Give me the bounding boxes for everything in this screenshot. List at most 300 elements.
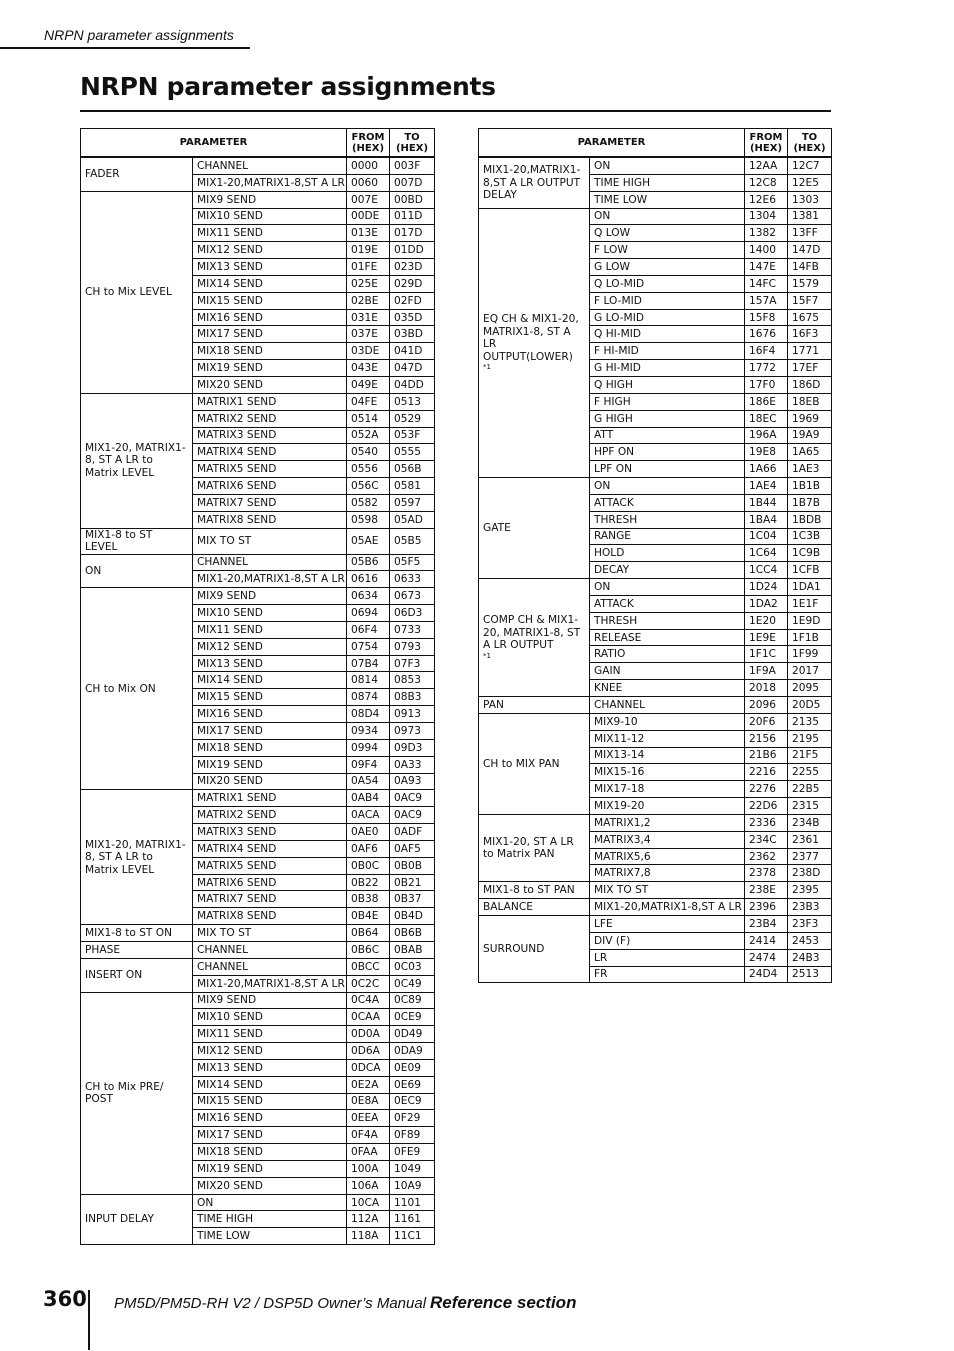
from-hex-cell: 1E9E bbox=[745, 629, 788, 646]
to-hex-cell: 047D bbox=[390, 360, 435, 377]
parameter-cell: MIX18 SEND bbox=[193, 739, 347, 756]
to-hex-cell: 0529 bbox=[390, 410, 435, 427]
from-hex-cell: 02BE bbox=[347, 292, 390, 309]
table-row bbox=[81, 790, 435, 807]
from-hex-cell: 15F8 bbox=[745, 309, 788, 326]
to-hex-cell: 1F1B bbox=[788, 629, 832, 646]
table-row bbox=[479, 478, 832, 495]
parameter-cell: CHANNEL bbox=[193, 941, 347, 958]
parameter-cell: MIX11 SEND bbox=[193, 225, 347, 242]
from-hex-cell: 2156 bbox=[745, 730, 788, 747]
table-row bbox=[81, 191, 435, 208]
parameter-cell: LFE bbox=[590, 915, 745, 932]
from-hex-cell: 1382 bbox=[745, 225, 788, 242]
from-hex-cell: 0AF6 bbox=[347, 840, 390, 857]
group-label bbox=[81, 992, 193, 1194]
to-hex-cell: 1C3B bbox=[788, 528, 832, 545]
group-label bbox=[81, 528, 193, 554]
parameter-cell: MATRIX7 SEND bbox=[193, 494, 347, 511]
title-rule bbox=[80, 110, 831, 112]
parameter-cell: MATRIX5 SEND bbox=[193, 461, 347, 478]
parameter-cell: MATRIX4 SEND bbox=[193, 840, 347, 857]
parameter-cell: MATRIX1 SEND bbox=[193, 790, 347, 807]
parameter-cell: MATRIX7 SEND bbox=[193, 891, 347, 908]
to-hex-cell: 1F99 bbox=[788, 646, 832, 663]
from-hex-cell: 0874 bbox=[347, 689, 390, 706]
parameter-cell: LPF ON bbox=[590, 461, 745, 478]
from-hex-cell: 03DE bbox=[347, 343, 390, 360]
to-hex-cell: 0673 bbox=[390, 588, 435, 605]
from-hex-cell: 0C4A bbox=[347, 992, 390, 1009]
parameter-cell: RATIO bbox=[590, 646, 745, 663]
to-hex-cell: 0513 bbox=[390, 393, 435, 410]
parameter-cell: MIX13 SEND bbox=[193, 1059, 347, 1076]
to-hex-cell: 12C7 bbox=[788, 157, 832, 174]
group-label bbox=[479, 208, 590, 478]
to-hex-cell: 2095 bbox=[788, 680, 832, 697]
from-hex-cell: 23B4 bbox=[745, 915, 788, 932]
to-hex-cell: 056B bbox=[390, 461, 435, 478]
to-hex-cell: 1381 bbox=[788, 208, 832, 225]
from-hex-cell: 1772 bbox=[745, 360, 788, 377]
parameter-cell: MIX12 SEND bbox=[193, 242, 347, 259]
parameter-cell: MATRIX3 SEND bbox=[193, 824, 347, 841]
footer-divider bbox=[88, 1290, 90, 1350]
parameter-cell: Q HIGH bbox=[590, 376, 745, 393]
table-row bbox=[81, 1194, 435, 1211]
to-hex-cell: 0EC9 bbox=[390, 1093, 435, 1110]
from-hex-cell: 157A bbox=[745, 292, 788, 309]
group-label bbox=[81, 925, 193, 942]
parameter-cell: MIX17-18 bbox=[590, 781, 745, 798]
group-label-text: CH to Mix ON bbox=[85, 682, 156, 695]
parameter-cell: MIX18 SEND bbox=[193, 343, 347, 360]
to-hex-cell: 19A9 bbox=[788, 427, 832, 444]
group-label-text: MIX1-20,MATRIX1-8,ST A LR OUTPUT DELAY bbox=[483, 164, 581, 202]
parameter-cell: CHANNEL bbox=[193, 554, 347, 571]
from-hex-cell: 052A bbox=[347, 427, 390, 444]
from-hex-cell: 0556 bbox=[347, 461, 390, 478]
to-hex-cell: 24B3 bbox=[788, 949, 832, 966]
footer-section-name: Reference section bbox=[430, 1293, 577, 1312]
to-hex-cell: 238D bbox=[788, 865, 832, 882]
parameter-cell: KNEE bbox=[590, 680, 745, 697]
to-hex-cell: 0581 bbox=[390, 478, 435, 495]
parameter-cell: MIX13 SEND bbox=[193, 259, 347, 276]
from-hex-cell: 12AA bbox=[745, 157, 788, 174]
parameter-cell: MIX19-20 bbox=[590, 798, 745, 815]
from-hex-cell: 0DCA bbox=[347, 1059, 390, 1076]
parameter-cell: MATRIX1 SEND bbox=[193, 393, 347, 410]
to-hex-cell: 0B4D bbox=[390, 908, 435, 925]
from-hex-cell: 0ACA bbox=[347, 807, 390, 824]
to-hex-cell: 1E9D bbox=[788, 612, 832, 629]
to-hex-cell: 1E1F bbox=[788, 595, 832, 612]
parameter-cell: F LO-MID bbox=[590, 292, 745, 309]
from-hex-cell: 1C64 bbox=[745, 545, 788, 562]
from-hex-cell: 234C bbox=[745, 831, 788, 848]
from-hex-cell: 2096 bbox=[745, 697, 788, 714]
parameter-cell: MIX20 SEND bbox=[193, 1177, 347, 1194]
from-hex-cell: 0FAA bbox=[347, 1144, 390, 1161]
parameter-cell: MIX16 SEND bbox=[193, 1110, 347, 1127]
to-hex-cell: 003F bbox=[390, 157, 435, 174]
to-hex-cell: 18EB bbox=[788, 393, 832, 410]
to-hex-cell: 0F29 bbox=[390, 1110, 435, 1127]
to-hex-cell: 0FE9 bbox=[390, 1144, 435, 1161]
to-hex-cell: 147D bbox=[788, 242, 832, 259]
parameter-cell: MATRIX8 SEND bbox=[193, 511, 347, 528]
table-row bbox=[81, 992, 435, 1009]
to-hex-cell: 00BD bbox=[390, 191, 435, 208]
parameter-cell: Q HI-MID bbox=[590, 326, 745, 343]
from-hex-cell: 031E bbox=[347, 309, 390, 326]
to-hex-cell: 2361 bbox=[788, 831, 832, 848]
from-hex-cell: 0000 bbox=[347, 157, 390, 174]
from-hex-cell: 0B6C bbox=[347, 941, 390, 958]
parameter-cell: MIX9 SEND bbox=[193, 588, 347, 605]
group-label-text: CH to Mix LEVEL bbox=[85, 286, 172, 298]
parameter-cell: MIX9-10 bbox=[590, 713, 745, 730]
from-hex-cell: 09F4 bbox=[347, 756, 390, 773]
to-hex-cell: 011D bbox=[390, 208, 435, 225]
from-hex-cell: 06F4 bbox=[347, 621, 390, 638]
parameter-cell: F HIGH bbox=[590, 393, 745, 410]
from-hex-cell: 18EC bbox=[745, 410, 788, 427]
from-hex-cell: 0AB4 bbox=[347, 790, 390, 807]
table-row bbox=[479, 579, 832, 596]
from-hex-cell: 1F9A bbox=[745, 663, 788, 680]
to-hex-cell: 1101 bbox=[390, 1194, 435, 1211]
parameter-cell: TIME HIGH bbox=[193, 1211, 347, 1228]
parameter-cell: CHANNEL bbox=[590, 697, 745, 714]
parameter-cell: MATRIX7,8 bbox=[590, 865, 745, 882]
from-hex-cell: 1D24 bbox=[745, 579, 788, 596]
parameter-cell: ON bbox=[590, 579, 745, 596]
to-hex-cell: 0DA9 bbox=[390, 1043, 435, 1060]
group-label bbox=[479, 157, 590, 208]
from-hex-cell: 0B0C bbox=[347, 857, 390, 874]
group-label bbox=[479, 713, 590, 814]
to-hex-cell: 2377 bbox=[788, 848, 832, 865]
parameter-cell: MIX12 SEND bbox=[193, 1043, 347, 1060]
group-label-text: INSERT ON bbox=[85, 968, 143, 981]
to-hex-cell: 0B0B bbox=[390, 857, 435, 874]
from-hex-cell: 2336 bbox=[745, 814, 788, 831]
parameter-cell: ON bbox=[193, 1194, 347, 1211]
from-hex-cell: 1CC4 bbox=[745, 562, 788, 579]
header-parameter: PARAMETER bbox=[479, 129, 745, 158]
parameter-cell: MIX1-20,MATRIX1-8,ST A LR bbox=[193, 571, 347, 588]
parameter-cell: MIX11 SEND bbox=[193, 1026, 347, 1043]
to-hex-cell: 1161 bbox=[390, 1211, 435, 1228]
parameter-cell: MIX17 SEND bbox=[193, 1127, 347, 1144]
from-hex-cell: 0514 bbox=[347, 410, 390, 427]
from-hex-cell: 1DA2 bbox=[745, 595, 788, 612]
to-hex-cell: 234B bbox=[788, 814, 832, 831]
from-hex-cell: 24D4 bbox=[745, 966, 788, 983]
parameter-cell: G LO-MID bbox=[590, 309, 745, 326]
header-parameter: PARAMETER bbox=[81, 129, 347, 158]
parameter-cell: ON bbox=[590, 208, 745, 225]
from-hex-cell: 0CAA bbox=[347, 1009, 390, 1026]
from-hex-cell: 1676 bbox=[745, 326, 788, 343]
parameter-cell: RANGE bbox=[590, 528, 745, 545]
header-from: FROM (HEX) bbox=[745, 129, 788, 158]
to-hex-cell: 0B37 bbox=[390, 891, 435, 908]
from-hex-cell: 0E2A bbox=[347, 1076, 390, 1093]
to-hex-cell: 06D3 bbox=[390, 605, 435, 622]
parameter-cell: MIX1-20,MATRIX1-8,ST A LR bbox=[193, 975, 347, 992]
group-label-text: ON bbox=[85, 564, 102, 577]
to-hex-cell: 2135 bbox=[788, 713, 832, 730]
table-row bbox=[479, 157, 832, 174]
table-header-row bbox=[479, 129, 832, 158]
to-hex-cell: 0A33 bbox=[390, 756, 435, 773]
from-hex-cell: 0634 bbox=[347, 588, 390, 605]
group-label-text: COMP CH & MIX1-20, MATRIX1-8, ST A LR OUTPUT bbox=[483, 614, 581, 652]
from-hex-cell: 007E bbox=[347, 191, 390, 208]
parameter-cell: MIX16 SEND bbox=[193, 706, 347, 723]
group-label-text: MIX1-20, ST A LR to Matrix PAN bbox=[483, 835, 574, 861]
parameter-cell: MIX17 SEND bbox=[193, 723, 347, 740]
parameter-cell: F HI-MID bbox=[590, 343, 745, 360]
parameter-cell: MIX15 SEND bbox=[193, 689, 347, 706]
group-label-text: SURROUND bbox=[483, 942, 545, 955]
parameter-cell: MATRIX6 SEND bbox=[193, 478, 347, 495]
parameter-cell: THRESH bbox=[590, 511, 745, 528]
group-label bbox=[81, 393, 193, 528]
to-hex-cell: 17EF bbox=[788, 360, 832, 377]
group-label-text: MIX1-20, MATRIX1-8, ST A LR to Matrix LEVEL bbox=[85, 441, 186, 479]
parameter-cell: FR bbox=[590, 966, 745, 983]
from-hex-cell: 0A54 bbox=[347, 773, 390, 790]
from-hex-cell: 112A bbox=[347, 1211, 390, 1228]
from-hex-cell: 1304 bbox=[745, 208, 788, 225]
parameter-cell: MIX11 SEND bbox=[193, 621, 347, 638]
to-hex-cell: 035D bbox=[390, 309, 435, 326]
to-hex-cell: 007D bbox=[390, 174, 435, 191]
parameter-cell: THRESH bbox=[590, 612, 745, 629]
from-hex-cell: 14FC bbox=[745, 275, 788, 292]
parameter-cell: MIX9 SEND bbox=[193, 191, 347, 208]
parameter-cell: TIME LOW bbox=[193, 1228, 347, 1245]
to-hex-cell: 21F5 bbox=[788, 747, 832, 764]
to-hex-cell: 2395 bbox=[788, 882, 832, 899]
parameter-cell: MIX16 SEND bbox=[193, 309, 347, 326]
parameter-cell: DECAY bbox=[590, 562, 745, 579]
from-hex-cell: 2414 bbox=[745, 932, 788, 949]
from-hex-cell: 0582 bbox=[347, 494, 390, 511]
parameter-cell: MIX9 SEND bbox=[193, 992, 347, 1009]
parameter-cell: MATRIX3 SEND bbox=[193, 427, 347, 444]
from-hex-cell: 0814 bbox=[347, 672, 390, 689]
to-hex-cell: 0973 bbox=[390, 723, 435, 740]
from-hex-cell: 12E6 bbox=[745, 191, 788, 208]
parameter-cell: MIX13-14 bbox=[590, 747, 745, 764]
parameter-cell: MIX18 SEND bbox=[193, 1144, 347, 1161]
parameter-cell: G HIGH bbox=[590, 410, 745, 427]
from-hex-cell: 12C8 bbox=[745, 174, 788, 191]
group-label-text: MIX1-8 to ST LEVEL bbox=[85, 528, 153, 554]
to-hex-cell: 0C03 bbox=[390, 958, 435, 975]
to-hex-cell: 1AE3 bbox=[788, 461, 832, 478]
parameter-cell: GAIN bbox=[590, 663, 745, 680]
parameter-cell: ON bbox=[590, 157, 745, 174]
group-label-text: MIX1-20, MATRIX1-8, ST A LR to Matrix LEVEL bbox=[85, 838, 186, 876]
to-hex-cell: 0633 bbox=[390, 571, 435, 588]
from-hex-cell: 106A bbox=[347, 1177, 390, 1194]
to-hex-cell: 14FB bbox=[788, 259, 832, 276]
group-label-text: FADER bbox=[85, 168, 120, 181]
parameter-cell: LR bbox=[590, 949, 745, 966]
parameter-cell: ON bbox=[590, 478, 745, 495]
parameter-cell: MIX20 SEND bbox=[193, 376, 347, 393]
parameter-cell: MATRIX2 SEND bbox=[193, 410, 347, 427]
from-hex-cell: 08D4 bbox=[347, 706, 390, 723]
from-hex-cell: 01FE bbox=[347, 259, 390, 276]
table-row bbox=[81, 528, 435, 554]
to-hex-cell: 01DD bbox=[390, 242, 435, 259]
from-hex-cell: 22D6 bbox=[745, 798, 788, 815]
from-hex-cell: 0060 bbox=[347, 174, 390, 191]
group-label bbox=[479, 915, 590, 982]
parameter-cell: CHANNEL bbox=[193, 958, 347, 975]
table-header-row bbox=[81, 129, 435, 158]
parameter-cell: MATRIX8 SEND bbox=[193, 908, 347, 925]
parameter-cell: DIV (F) bbox=[590, 932, 745, 949]
from-hex-cell: 186E bbox=[745, 393, 788, 410]
parameter-cell: MATRIX3,4 bbox=[590, 831, 745, 848]
to-hex-cell: 0853 bbox=[390, 672, 435, 689]
to-hex-cell: 07F3 bbox=[390, 655, 435, 672]
to-hex-cell: 0CE9 bbox=[390, 1009, 435, 1026]
parameter-cell: MATRIX2 SEND bbox=[193, 807, 347, 824]
from-hex-cell: 2362 bbox=[745, 848, 788, 865]
parameter-cell: MIX15-16 bbox=[590, 764, 745, 781]
to-hex-cell: 0BAB bbox=[390, 941, 435, 958]
to-hex-cell: 186D bbox=[788, 376, 832, 393]
table-row bbox=[479, 697, 832, 714]
to-hex-cell: 05B5 bbox=[390, 528, 435, 554]
parameter-cell: MIX10 SEND bbox=[193, 1009, 347, 1026]
parameter-cell: ATT bbox=[590, 427, 745, 444]
from-hex-cell: 0694 bbox=[347, 605, 390, 622]
parameter-cell: MIX14 SEND bbox=[193, 1076, 347, 1093]
from-hex-cell: 2276 bbox=[745, 781, 788, 798]
group-label bbox=[479, 899, 590, 916]
parameter-cell: MIX TO ST bbox=[590, 882, 745, 899]
group-label bbox=[479, 697, 590, 714]
group-label bbox=[81, 157, 193, 191]
from-hex-cell: 0BCC bbox=[347, 958, 390, 975]
from-hex-cell: 0AE0 bbox=[347, 824, 390, 841]
table-row bbox=[81, 925, 435, 942]
from-hex-cell: 2378 bbox=[745, 865, 788, 882]
to-hex-cell: 0F89 bbox=[390, 1127, 435, 1144]
group-label bbox=[81, 941, 193, 958]
parameter-cell: MIX19 SEND bbox=[193, 756, 347, 773]
from-hex-cell: 0B4E bbox=[347, 908, 390, 925]
from-hex-cell: 2474 bbox=[745, 949, 788, 966]
to-hex-cell: 0AC9 bbox=[390, 807, 435, 824]
to-hex-cell: 0B21 bbox=[390, 874, 435, 891]
from-hex-cell: 20F6 bbox=[745, 713, 788, 730]
from-hex-cell: 196A bbox=[745, 427, 788, 444]
parameter-cell: MIX19 SEND bbox=[193, 360, 347, 377]
table-row bbox=[81, 588, 435, 605]
header-from: FROM (HEX) bbox=[347, 129, 390, 158]
group-label bbox=[81, 554, 193, 588]
from-hex-cell: 1E20 bbox=[745, 612, 788, 629]
from-hex-cell: 05B6 bbox=[347, 554, 390, 571]
to-hex-cell: 029D bbox=[390, 275, 435, 292]
group-label-text: GATE bbox=[483, 521, 511, 534]
to-hex-cell: 2513 bbox=[788, 966, 832, 983]
from-hex-cell: 17F0 bbox=[745, 376, 788, 393]
from-hex-cell: 1BA4 bbox=[745, 511, 788, 528]
to-hex-cell: 12E5 bbox=[788, 174, 832, 191]
parameter-cell: MATRIX5,6 bbox=[590, 848, 745, 865]
to-hex-cell: 04DD bbox=[390, 376, 435, 393]
from-hex-cell: 1F1C bbox=[745, 646, 788, 663]
to-hex-cell: 1B1B bbox=[788, 478, 832, 495]
from-hex-cell: 0B64 bbox=[347, 925, 390, 942]
to-hex-cell: 1771 bbox=[788, 343, 832, 360]
from-hex-cell: 07B4 bbox=[347, 655, 390, 672]
parameter-cell: MIX10 SEND bbox=[193, 605, 347, 622]
from-hex-cell: 16F4 bbox=[745, 343, 788, 360]
from-hex-cell: 019E bbox=[347, 242, 390, 259]
from-hex-cell: 013E bbox=[347, 225, 390, 242]
to-hex-cell: 0D49 bbox=[390, 1026, 435, 1043]
to-hex-cell: 09D3 bbox=[390, 739, 435, 756]
parameter-cell: MIX11-12 bbox=[590, 730, 745, 747]
group-label bbox=[81, 191, 193, 393]
group-label-text: CH to Mix PRE/ POST bbox=[85, 1080, 164, 1106]
group-label bbox=[81, 790, 193, 925]
from-hex-cell: 10CA bbox=[347, 1194, 390, 1211]
to-hex-cell: 1BDB bbox=[788, 511, 832, 528]
to-hex-cell: 0597 bbox=[390, 494, 435, 511]
group-label bbox=[479, 882, 590, 899]
to-hex-cell: 0793 bbox=[390, 638, 435, 655]
parameter-cell: ATTACK bbox=[590, 595, 745, 612]
to-hex-cell: 1303 bbox=[788, 191, 832, 208]
from-hex-cell: 037E bbox=[347, 326, 390, 343]
to-hex-cell: 1A65 bbox=[788, 444, 832, 461]
parameter-cell: MIX13 SEND bbox=[193, 655, 347, 672]
parameter-cell: MIX20 SEND bbox=[193, 773, 347, 790]
parameter-cell: MIX15 SEND bbox=[193, 1093, 347, 1110]
parameter-cell: ATTACK bbox=[590, 494, 745, 511]
to-hex-cell: 017D bbox=[390, 225, 435, 242]
from-hex-cell: 0598 bbox=[347, 511, 390, 528]
from-hex-cell: 0D0A bbox=[347, 1026, 390, 1043]
parameter-cell: TIME HIGH bbox=[590, 174, 745, 191]
to-hex-cell: 22B5 bbox=[788, 781, 832, 798]
to-hex-cell: 08B3 bbox=[390, 689, 435, 706]
parameter-cell: G HI-MID bbox=[590, 360, 745, 377]
group-label-text: MIX1-8 to ST PAN bbox=[483, 883, 575, 896]
to-hex-cell: 20D5 bbox=[788, 697, 832, 714]
parameter-cell: Q LOW bbox=[590, 225, 745, 242]
table-row bbox=[479, 899, 832, 916]
from-hex-cell: 049E bbox=[347, 376, 390, 393]
to-hex-cell: 0AF5 bbox=[390, 840, 435, 857]
to-hex-cell: 2195 bbox=[788, 730, 832, 747]
parameter-cell: MATRIX6 SEND bbox=[193, 874, 347, 891]
